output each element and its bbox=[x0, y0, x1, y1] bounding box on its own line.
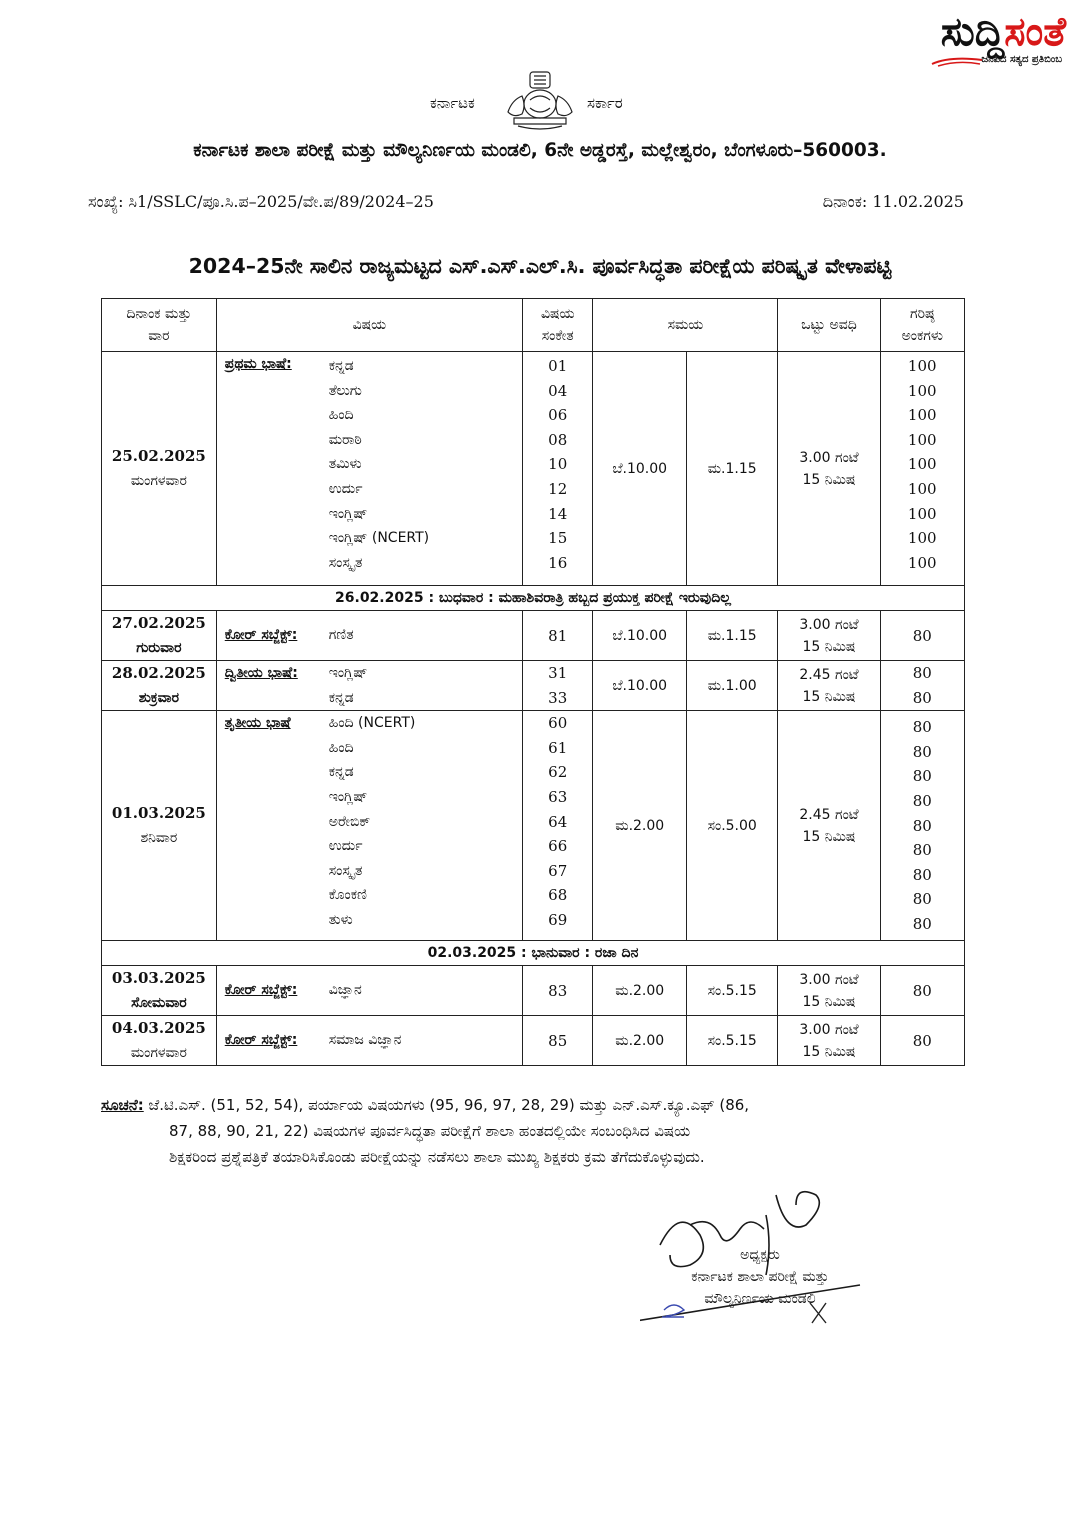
brand-name-part2: ಸಂತೆ bbox=[1004, 9, 1066, 55]
car-swoosh-icon bbox=[930, 54, 986, 68]
holiday-note: 02.03.2025 : ಭಾನುವಾರ : ರಜಾ ದಿನ bbox=[102, 941, 965, 966]
signatory-block bbox=[640, 1244, 880, 1310]
row-end-time: ಸಂ.5.15 bbox=[686, 966, 777, 1016]
issue-date: ದಿನಾಂಕ: 11.02.2025 bbox=[822, 192, 964, 211]
row-end-time: ಮ.1.15 bbox=[686, 611, 777, 661]
row-marks: 80 bbox=[880, 966, 965, 1016]
table-row bbox=[102, 352, 965, 586]
row-duration: 3.00 ಗಂಟೆ 15 ನಿಮಿಷ bbox=[778, 352, 880, 586]
row-marks: 100 100 100 100 100 100 100 100 100 bbox=[880, 352, 965, 586]
row-date: 03.03.2025 ಸೋಮವಾರ bbox=[102, 966, 217, 1016]
note-line-1: ಜೆ.ಟಿ.ಎಸ್. (51, 52, 54), ಪರ್ಯಾಯ ವಿಷಯಗಳು (95, 96, 97, 28, 29) ಮತ್ತು ಎನ್.ಎಸ್.ಕ್ಯೂ.ಎಫ್ (86, bbox=[148, 1096, 750, 1114]
row-codes: 81 bbox=[522, 611, 593, 661]
subject-group: ಪ್ರಥಮ ಭಾಷೆ: bbox=[224, 356, 292, 372]
row-end-time: ಮ.1.00 bbox=[686, 661, 777, 711]
subject-group: ಕೋರ್ ಸಬ್ಜೆಕ್ಟ್: bbox=[224, 982, 298, 999]
holiday-row bbox=[102, 586, 965, 611]
row-duration: 2.45 ಗಂಟೆ 15 ನಿಮಿಷ bbox=[778, 661, 880, 711]
note-line-3: ಶಿಕ್ಷಕರಿಂದ ಪ್ರಶ್ನೆಪತ್ರಿಕೆ ತಯಾರಿಸಿಕೊಂಡು ಪರೀಕ್ಷೆಯನ್ನು ನಡೆಸಲು ಶಾಲಾ ಮುಖ್ಯ ಶಿಕ್ಷಕರು ಕ್ರಮ ತೆಗೆದುಕೊಳ್ಳುವುದು. bbox=[169, 1148, 705, 1166]
row-duration: 3.00 ಗಂಟೆ 15 ನಿಮಿಷ bbox=[778, 1016, 880, 1066]
board-address: ಕರ್ನಾಟಕ ಶಾಲಾ ಪರೀಕ್ಷೆ ಮತ್ತು ಮೌಲ್ಯನಿರ್ಣಯ ಮಂಡಲಿ, 6ನೇ ಅಡ್ಡರಸ್ತೆ, ಮಲ್ಲೇಶ್ವರಂ, ಬೆಂಗಳೂರು–560003. bbox=[193, 140, 887, 161]
table-row bbox=[102, 611, 965, 661]
row-marks: 80 bbox=[880, 1016, 965, 1066]
brand-tagline: ಜನಪದ ಸತ್ಯದ ಪ್ರತಿಬಿಂಬ bbox=[981, 54, 1062, 65]
holiday-row bbox=[102, 941, 965, 966]
signatory-org-line1: ಕರ್ನಾಟಕ ಶಾಲಾ ಪರೀಕ್ಷೆ ಮತ್ತು bbox=[691, 1269, 829, 1285]
reference-number: ಸಂಖ್ಯೆ: ಸಿ1/SSLC/ಪೂ.ಸಿ.ಪ–2025/ವೇ.ಪ/89/2024–25 bbox=[88, 192, 434, 211]
row-start-time: ಮ.2.00 bbox=[593, 966, 687, 1016]
gov-right-label: ಸರ್ಕಾರ bbox=[587, 94, 623, 112]
table-row bbox=[102, 711, 965, 941]
row-subjects: ಕೋರ್ ಸಬ್ಜೆಕ್ಟ್: ವಿಜ್ಞಾನ bbox=[216, 966, 522, 1016]
gov-left-label: ಕರ್ನಾಟಕ bbox=[430, 94, 475, 112]
row-date: 04.03.2025 ಮಂಗಳವಾರ bbox=[102, 1016, 217, 1066]
signatory-title: ಅಧ್ಯಕ್ಷರು bbox=[740, 1247, 780, 1263]
row-start-time: ಬೆ.10.00 bbox=[593, 611, 687, 661]
row-start-time: ಬೆ.10.00 bbox=[593, 661, 687, 711]
row-subjects: ದ್ವಿತೀಯ ಭಾಷೆ: ಇಂಗ್ಲಿಷ್ ಕನ್ನಡ bbox=[216, 661, 522, 711]
row-marks: 80 80 bbox=[880, 661, 965, 711]
subject-group: ಕೋರ್ ಸಬ್ಜೆಕ್ಟ್: bbox=[224, 627, 298, 643]
row-duration: 3.00 ಗಂಟೆ 15 ನಿಮಿಷ bbox=[778, 611, 880, 661]
row-date: 25.02.2025 ಮಂಗಳವಾರ bbox=[102, 352, 217, 586]
row-codes: 31 33 bbox=[522, 661, 593, 711]
row-start-time: ಮ.2.00 bbox=[593, 1016, 687, 1066]
row-subjects: ತೃತೀಯ ಭಾಷೆ ಹಿಂದಿ (NCERT) ಹಿಂದಿ ಕನ್ನಡ ಇಂಗ್ಲಿಷ್ ಅರೇಬಿಕ್ ಉರ್ದು ಸಂಸ್ಕೃತ ಕೊಂಕಣಿ ತುಳು bbox=[216, 711, 522, 941]
note-label: ಸೂಚನೆ: bbox=[101, 1096, 144, 1114]
row-codes: 01 04 06 08 10 12 14 15 16 bbox=[522, 352, 593, 586]
header-subject: ವಿಷಯ bbox=[216, 299, 522, 352]
row-duration: 2.45 ಗಂಟೆ 15 ನಿಮಿಷ bbox=[778, 711, 880, 941]
subject-group: ದ್ವಿತೀಯ ಭಾಷೆ: bbox=[224, 665, 298, 681]
header-date-day: ದಿನಾಂಕ ಮತ್ತು ವಾರ bbox=[102, 299, 217, 352]
row-end-time: ಸಂ.5.15 bbox=[686, 1016, 777, 1066]
state-emblem-icon bbox=[500, 70, 580, 132]
header-duration: ಒಟ್ಟು ಅವಧಿ bbox=[778, 299, 880, 352]
row-marks: 80 80 80 80 80 80 80 80 80 bbox=[880, 711, 965, 941]
signatory-org-line2: ಮೌಲ್ಯನಿರ್ಣಯ ಮಂಡಲಿ bbox=[704, 1291, 816, 1307]
row-subjects: ಪ್ರಥಮ ಭಾಷೆ: ಕನ್ನಡ ತೆಲುಗು ಹಿಂದಿ ಮರಾಠಿ ತಮಿಳು ಉರ್ದು ಇಂಗ್ಲಿಷ್ ಇಂಗ್ಲಿಷ್ (NCERT) ಸಂಸ್ಕೃತ bbox=[216, 352, 522, 586]
document-title: 2024–25ನೇ ಸಾಲಿನ ರಾಜ್ಯಮಟ್ಟದ ಎಸ್.ಎಸ್.ಎಲ್.ಸಿ. ಪೂರ್ವಸಿದ್ಧತಾ ಪರೀಕ್ಷೆಯ ಪರಿಷ್ಕೃತ ವೇಳಾಪಟ್ಟಿ bbox=[188, 254, 892, 278]
table-header-row bbox=[102, 299, 965, 352]
row-end-time: ಸಂ.5.00 bbox=[686, 711, 777, 941]
subject-group: ತೃತೀಯ ಭಾಷೆ bbox=[224, 715, 291, 732]
note-line-2: 87, 88, 90, 21, 22) ವಿಷಯಗಳ ಪೂರ್ವಸಿದ್ಧತಾ ಪರೀಕ್ಷೆಗೆ ಶಾಲಾ ಹಂತದಲ್ಲಿಯೇ ಸಂಬಂಧಿಸಿದ ವಿಷಯ bbox=[169, 1122, 691, 1140]
row-date: 01.03.2025 ಶನಿವಾರ bbox=[102, 711, 217, 941]
row-duration: 3.00 ಗಂಟೆ 15 ನಿಮಿಷ bbox=[778, 966, 880, 1016]
row-start-time: ಮ.2.00 bbox=[593, 711, 687, 941]
row-codes: 60 61 62 63 64 66 67 68 69 bbox=[522, 711, 593, 941]
table-row bbox=[102, 966, 965, 1016]
row-end-time: ಮ.1.15 bbox=[686, 352, 777, 586]
row-date: 27.02.2025 ಗುರುವಾರ bbox=[102, 611, 217, 661]
exam-timetable bbox=[101, 298, 965, 1066]
row-marks: 80 bbox=[880, 611, 965, 661]
row-codes: 83 bbox=[522, 966, 593, 1016]
table-row bbox=[102, 1016, 965, 1066]
brand-logo bbox=[866, 10, 1066, 70]
header-time: ಸಮಯ bbox=[593, 299, 778, 352]
row-codes: 85 bbox=[522, 1016, 593, 1066]
row-start-time: ಬೆ.10.00 bbox=[593, 352, 687, 586]
instruction-note bbox=[101, 1092, 967, 1170]
holiday-note: 26.02.2025 : ಬುಧವಾರ : ಮಹಾಶಿವರಾತ್ರಿ ಹಬ್ಬದ ಪ್ರಯುಕ್ತ ಪರೀಕ್ಷೆ ಇರುವುದಿಲ್ಲ bbox=[102, 586, 965, 611]
row-subjects: ಕೋರ್ ಸಬ್ಜೆಕ್ಟ್: ಗಣಿತ bbox=[216, 611, 522, 661]
row-date: 28.02.2025 ಶುಕ್ರವಾರ bbox=[102, 661, 217, 711]
row-subjects: ಕೋರ್ ಸಬ್ಜೆಕ್ಟ್: ಸಮಾಜ ವಿಜ್ಞಾನ bbox=[216, 1016, 522, 1066]
header-code: ವಿಷಯ ಸಂಕೇತ bbox=[522, 299, 593, 352]
header-marks: ಗರಿಷ್ಠ ಅಂಕಗಳು bbox=[880, 299, 965, 352]
table-row bbox=[102, 661, 965, 711]
subject-group: ಕೋರ್ ಸಬ್ಜೆಕ್ಟ್: bbox=[224, 1032, 298, 1049]
brand-name-part1: ಸುದ್ದಿ bbox=[940, 9, 1005, 55]
